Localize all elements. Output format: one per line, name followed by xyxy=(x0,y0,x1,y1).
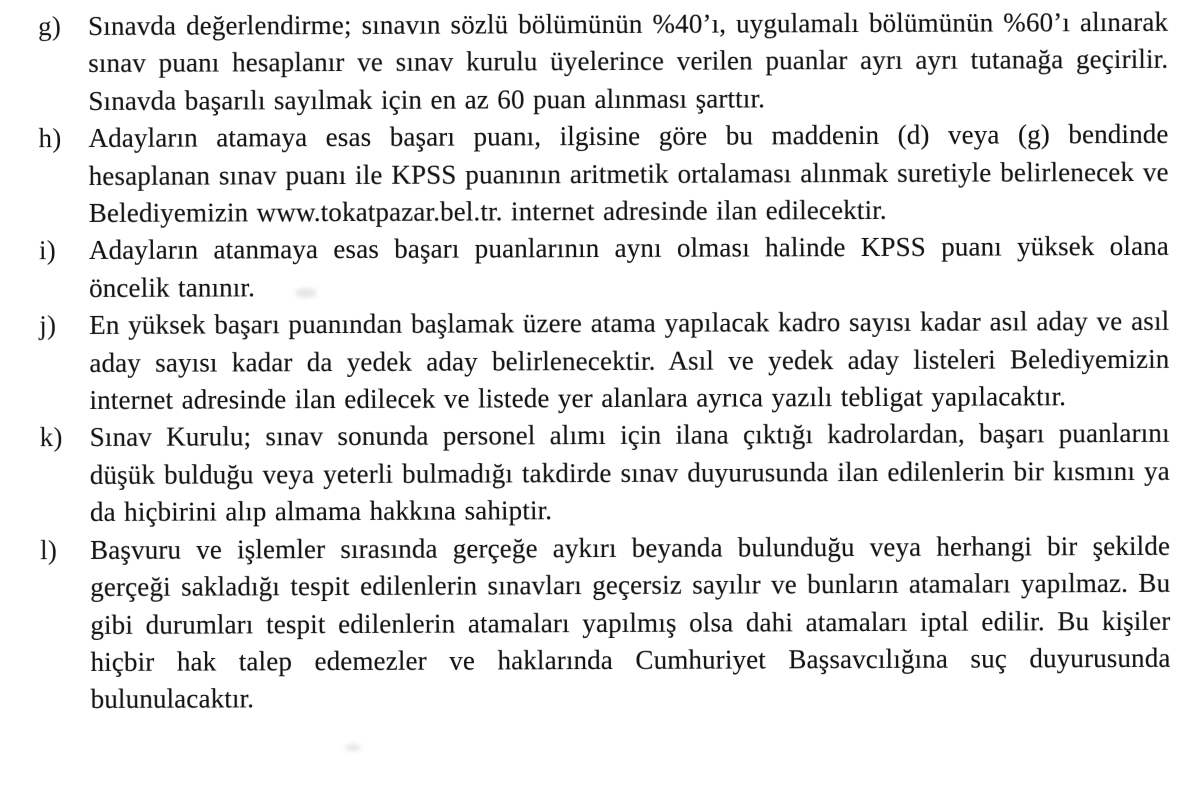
list-item xyxy=(38,4,1168,121)
scan-smudge xyxy=(295,288,317,298)
clause-label: k) xyxy=(39,422,63,453)
list-item xyxy=(40,415,1170,532)
clause-text: En yüksek başarı puanından başlamak üzere atama yapılacak kadro sayısı kadar asıl aday ve asıl aday sayısı kadar da yedek aday belirlenecektir. Asıl ve yedek aday listeleri Belediyemizin internet adresinde ilan edilecek ve listede yer alanlara ayrıca yazılı tebligat yapılacaktır. xyxy=(89,306,1170,416)
clause-label: g) xyxy=(38,11,62,42)
scan-smudge xyxy=(345,744,361,751)
clause-label: h) xyxy=(38,123,62,154)
clause-text: Adayların atanmaya esas başarı puanlarının aynı olması halinde KPSS puanı yüksek olana öncelik tanınır. xyxy=(88,231,1169,303)
clause-label: i) xyxy=(38,235,56,266)
clause-label: l) xyxy=(40,534,58,565)
list-item xyxy=(39,303,1169,420)
clause-label: j) xyxy=(39,310,57,341)
clause-list xyxy=(38,4,1171,719)
clause-text: Sınavda değerlendirme; sınavın sözlü bölümünün %40’ı, uygulamalı bölümünün %60’ı alınarak sınav puanı hesaplanır ve sınav kurulu üyelerince verilen puanlar ayrı ayrı tutanağa geçirilir. Sınavda başarılı sayılmak için en az 60 puan alınması şarttır. xyxy=(88,6,1169,116)
clause-text: Adayların atamaya esas başarı puanı, ilgisine göre bu maddenin (d) veya (g) bendinde hesaplanan sınav puanı ile KPSS puanının aritmetik ortalaması alınmak suretiyle belirlenecek ve Belediyemizin www.tokatpazar.bel.tr. internet adresinde ilan edilecektir. xyxy=(88,119,1169,228)
clause-text: Sınav Kurulu; sınav sonunda personel alımı için ilana çıktığı kadrolardan, başarı puanlarını düşük bulduğu veya yeterli bulmadığı takdirde sınav duyurusunda ilan edilenlerin bir kısmını ya da hiçbirini alıp almama hakkına sahiptir. xyxy=(89,418,1170,528)
clause-text: Başvuru ve işlemler sırasında gerçeğe aykırı beyanda bulunduğu veya herhangi bir şekilde gerçeği sakladığı tespit edilenlerin sınavları geçersiz sayılır ve bunların atamaları yapılmaz. Bu gibi durumları tespit edilenlerin atamaları yapılmış olsa dahi atamaları iptal edilir. Bu kişiler hiçbir hak talep edemezler ve haklarında Cumhuriyet Başsavcılığına suç duyurusunda bulunulacaktır. xyxy=(90,530,1171,715)
list-item xyxy=(38,116,1168,233)
list-item xyxy=(40,528,1171,719)
list-item xyxy=(39,228,1169,307)
